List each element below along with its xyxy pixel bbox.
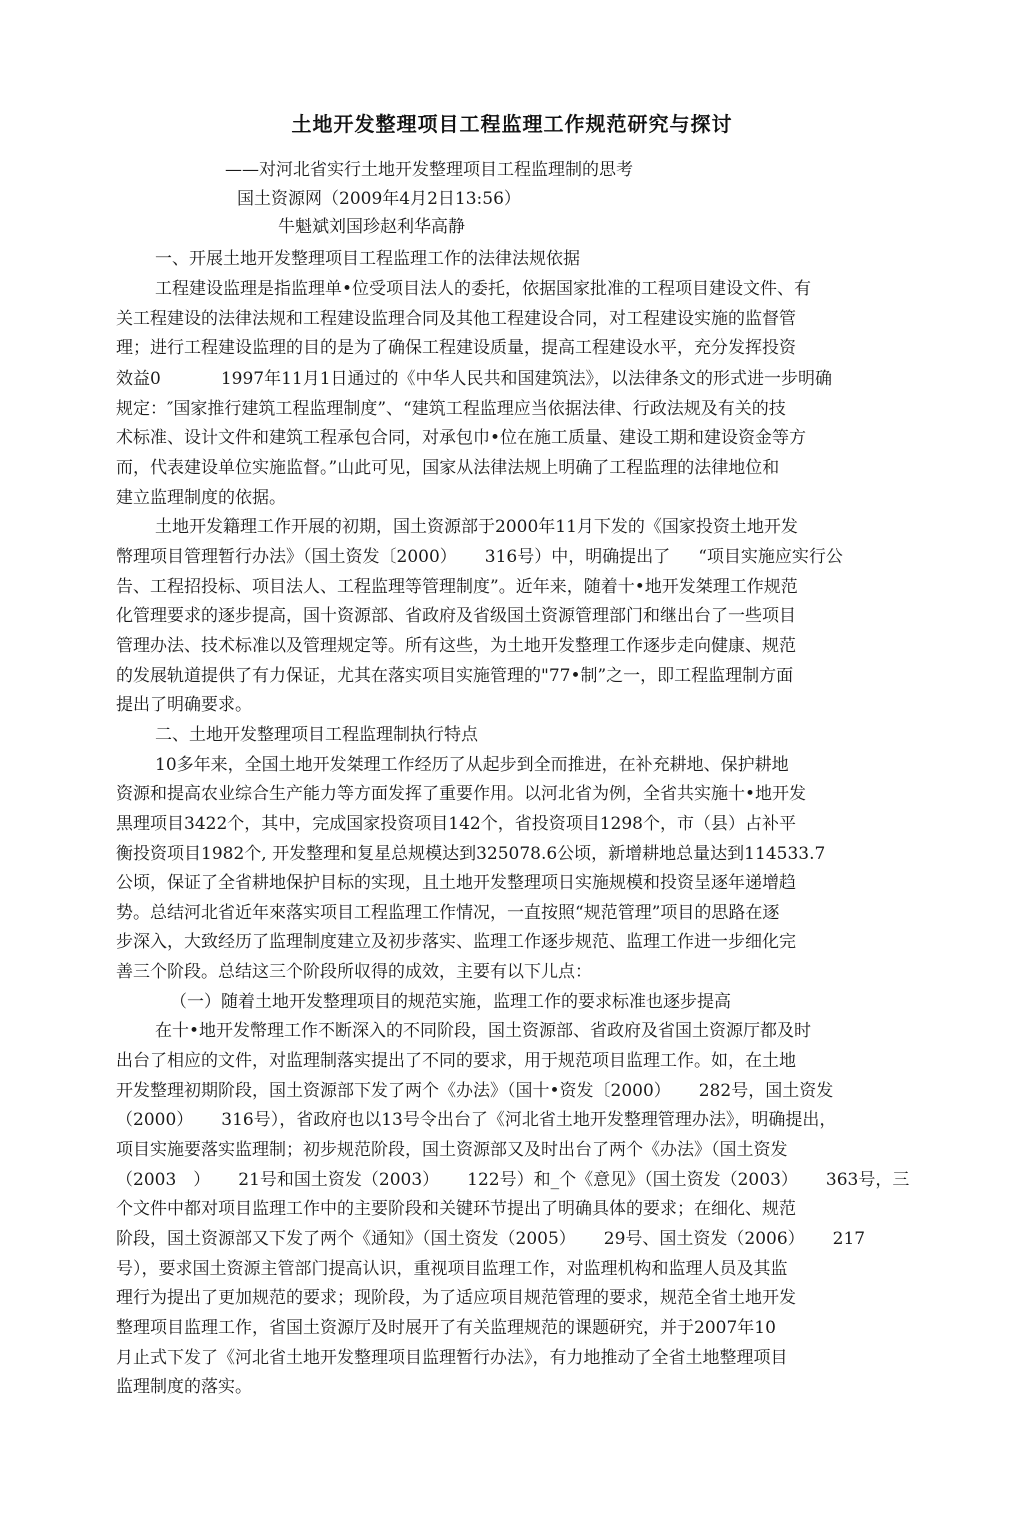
paragraph-line: 10多年来，全国土地开发桀理工作经历了从起步到全而推进，在补充耕地、保护耕地	[155, 755, 789, 775]
paragraph-line: 项目实施要落实监理制；初步规范阶段，国土资源部又及时出台了两个《办法》（国土资发	[116, 1140, 788, 1160]
text-span: 316号）中，明确提出了	[484, 547, 671, 567]
paragraph-line: 术标准、设计文件和建筑工程承包合同，对承包巾•位在施工质量、建设工期和建设资金等方	[116, 428, 807, 448]
paragraph-line	[116, 544, 843, 570]
paragraph-line: 化管理要求的逐步提高，国十资源部、省政府及省级国土资源管理部门和继出台了一些项目	[116, 606, 796, 626]
paragraph-line: 提出了明确要求。	[116, 695, 252, 715]
paragraph-line: 而，代表建设单位实施监督。”山此可见，国家从法律法规上明确了工程监理的法律地位和	[116, 458, 780, 478]
text-span: （2003 ）	[116, 1170, 211, 1190]
paragraph-line: 在十•地开发幣理工作不断深入的不同阶段，国土资源部、省政府及省国土资源厅都及时	[155, 1021, 812, 1041]
paragraph-line: 关工程建设的法律法规和工程建设监理合同及其他工程建设合同，对工程建设实施的监督管	[116, 309, 796, 329]
paragraph-line: 公顷，保证了全省耕地保护目标的实现，且土地开发整理项日实施规模和投资呈逐年递增趋	[116, 873, 796, 893]
paragraph-line: 理行为提出了更加规范的要求；现阶段，为了适应项目规范管理的要求，规范全省土地开发	[116, 1288, 796, 1308]
paragraph-line: 号），要求国土资源主管部门提高认识，重视项目监理工作，对监理机构和监理人员及其监	[116, 1259, 788, 1279]
text-span: 316号），省政府也以13号令出台了《河北省土地开发整理管理办法》，明确提出，	[221, 1110, 837, 1130]
text-span: 122号）和_个《意见》（国土资发（2003）	[467, 1170, 798, 1190]
text-span: 幣理项目管理暂行办法》（国土资发〔2000）	[116, 547, 457, 567]
paragraph-line: 工程建设监理是指监理单•位受项目法人的委托，依据国家批准的工程项目建设文件、有	[155, 279, 812, 299]
text-span: 217	[832, 1229, 866, 1249]
paragraph-line	[116, 1078, 833, 1104]
text-span: “项目实施应实行公	[698, 547, 843, 567]
paragraph-line: 资源和提高农业综合生产能力等方面发挥了重要作用。以河北省为例，全省共实施十•地开发	[116, 784, 807, 804]
text-span: 29号、国土资发（2006）	[603, 1229, 805, 1249]
paragraph-line: 的发展轨道提供了有力保证，尤其在落实项目实施管理的"77•制”之一，即工程监理制方面	[116, 666, 794, 686]
authors-line: 牛魁斌刘国珍赵利华高静	[278, 217, 465, 237]
paragraph-line: 告、工程招投标、项目法人、工程监理等管理制度”。近年来，随着十•地开发桀理工作规范	[116, 577, 798, 597]
section-heading-2: 二、土地开发整理项目工程监理制执行特点	[155, 725, 478, 745]
paragraph-line	[116, 1167, 909, 1193]
text-span: 1997年11月1日通过的《中华人民共和国建筑法》，以法律条文的形式进一步明确	[220, 369, 833, 389]
paragraph-line	[116, 366, 832, 392]
text-span: 效益0	[116, 369, 161, 389]
document-title: 土地开发整理项目工程监理工作规范研究与探讨	[291, 112, 733, 136]
section-heading-1: 一、开展土地开发整理项目工程监理工作的法律法规依据	[155, 249, 580, 269]
text-span: 阶段，国土资源部又下发了两个《通知》（国土资发（2005）	[116, 1229, 576, 1249]
paragraph-line: 建立监理制度的依据。	[116, 488, 286, 508]
paragraph-line: 衡投资项目1982个, 开发整理和复星总规模达到325078.6公顷，新增耕地总量达到114533.7	[116, 844, 826, 864]
paragraph-line: 土地开发籍理工作开展的初期，国土资源部于2000年11月下发的《国家投资土地开发	[155, 517, 798, 537]
paragraph-line: 个文件中都对项目监理工作中的主要阶段和关键环节提出了明确具体的要求；在细化、规范	[116, 1199, 796, 1219]
paragraph-line: 理；进行工程建设监理的目的是为了确保工程建设质量，提高工程建设水平，充分发挥投资	[116, 338, 796, 358]
text-span: 21号和国土资发（2003）	[238, 1170, 440, 1190]
paragraph-line: 黒理项目3422个，其中，完成国家投资项目142个，省投资项目1298个，市（县）占补平	[116, 814, 796, 834]
paragraph-line	[116, 1226, 865, 1252]
paragraph-line: 势。总结河北省近年來落实项目工程监理工作情况，一直按照“规范管理”项目的思路在逐	[116, 903, 780, 923]
text-span: （2000）	[116, 1110, 194, 1130]
paragraph-line: 整理项目监理工作，省国土资源厅及时展开了有关监理规范的课题研究，并于2007年10	[116, 1318, 776, 1338]
paragraph-line: 管理办法、技术标准以及管理规定等。所有这些，为土地开发整理工作逐步走向健康、规范	[116, 636, 796, 656]
text-span: 开发整理初期阶段，国土资源部下发了两个《办法》（国十•资发〔2000）	[116, 1081, 671, 1101]
paragraph-line: 步深入，大致经历了监理制度建立及初步落实、监理工作逐步规范、监理工作进一步细化完	[116, 932, 796, 952]
source-line: 国土资源网（2009年4月2日13:56）	[237, 189, 521, 209]
text-span: 363号，三	[825, 1170, 910, 1190]
paragraph-line: 月止式下发了《河北省土地开发整理项目监理暂行办法》，有力地推动了全省土地整理项目	[116, 1348, 788, 1368]
paragraph-line: 监理制度的落实。	[116, 1377, 252, 1397]
paragraph-line: 规定：″国家推行建筑工程监理制度”、“建筑工程监理应当依据法律、行政法规及有关的技	[116, 399, 786, 419]
document-subtitle: ——对河北省实行土地开发整理项目工程监理制的思考	[225, 160, 633, 180]
paragraph-line: 善三个阶段。总结这三个阶段所収得的成效，主要有以下儿点：	[116, 962, 592, 982]
subsection-heading: （一）随着土地开发整理项目的规范实施，监理工作的要求标准也逐步提高	[170, 992, 731, 1012]
text-span: 282号，国土资发	[698, 1081, 834, 1101]
paragraph-line	[116, 1107, 836, 1133]
paragraph-line: 出台了相应的文件，对监理制落实提出了不同的要求，用于规范项目监理工作。如，在土地	[116, 1051, 796, 1071]
